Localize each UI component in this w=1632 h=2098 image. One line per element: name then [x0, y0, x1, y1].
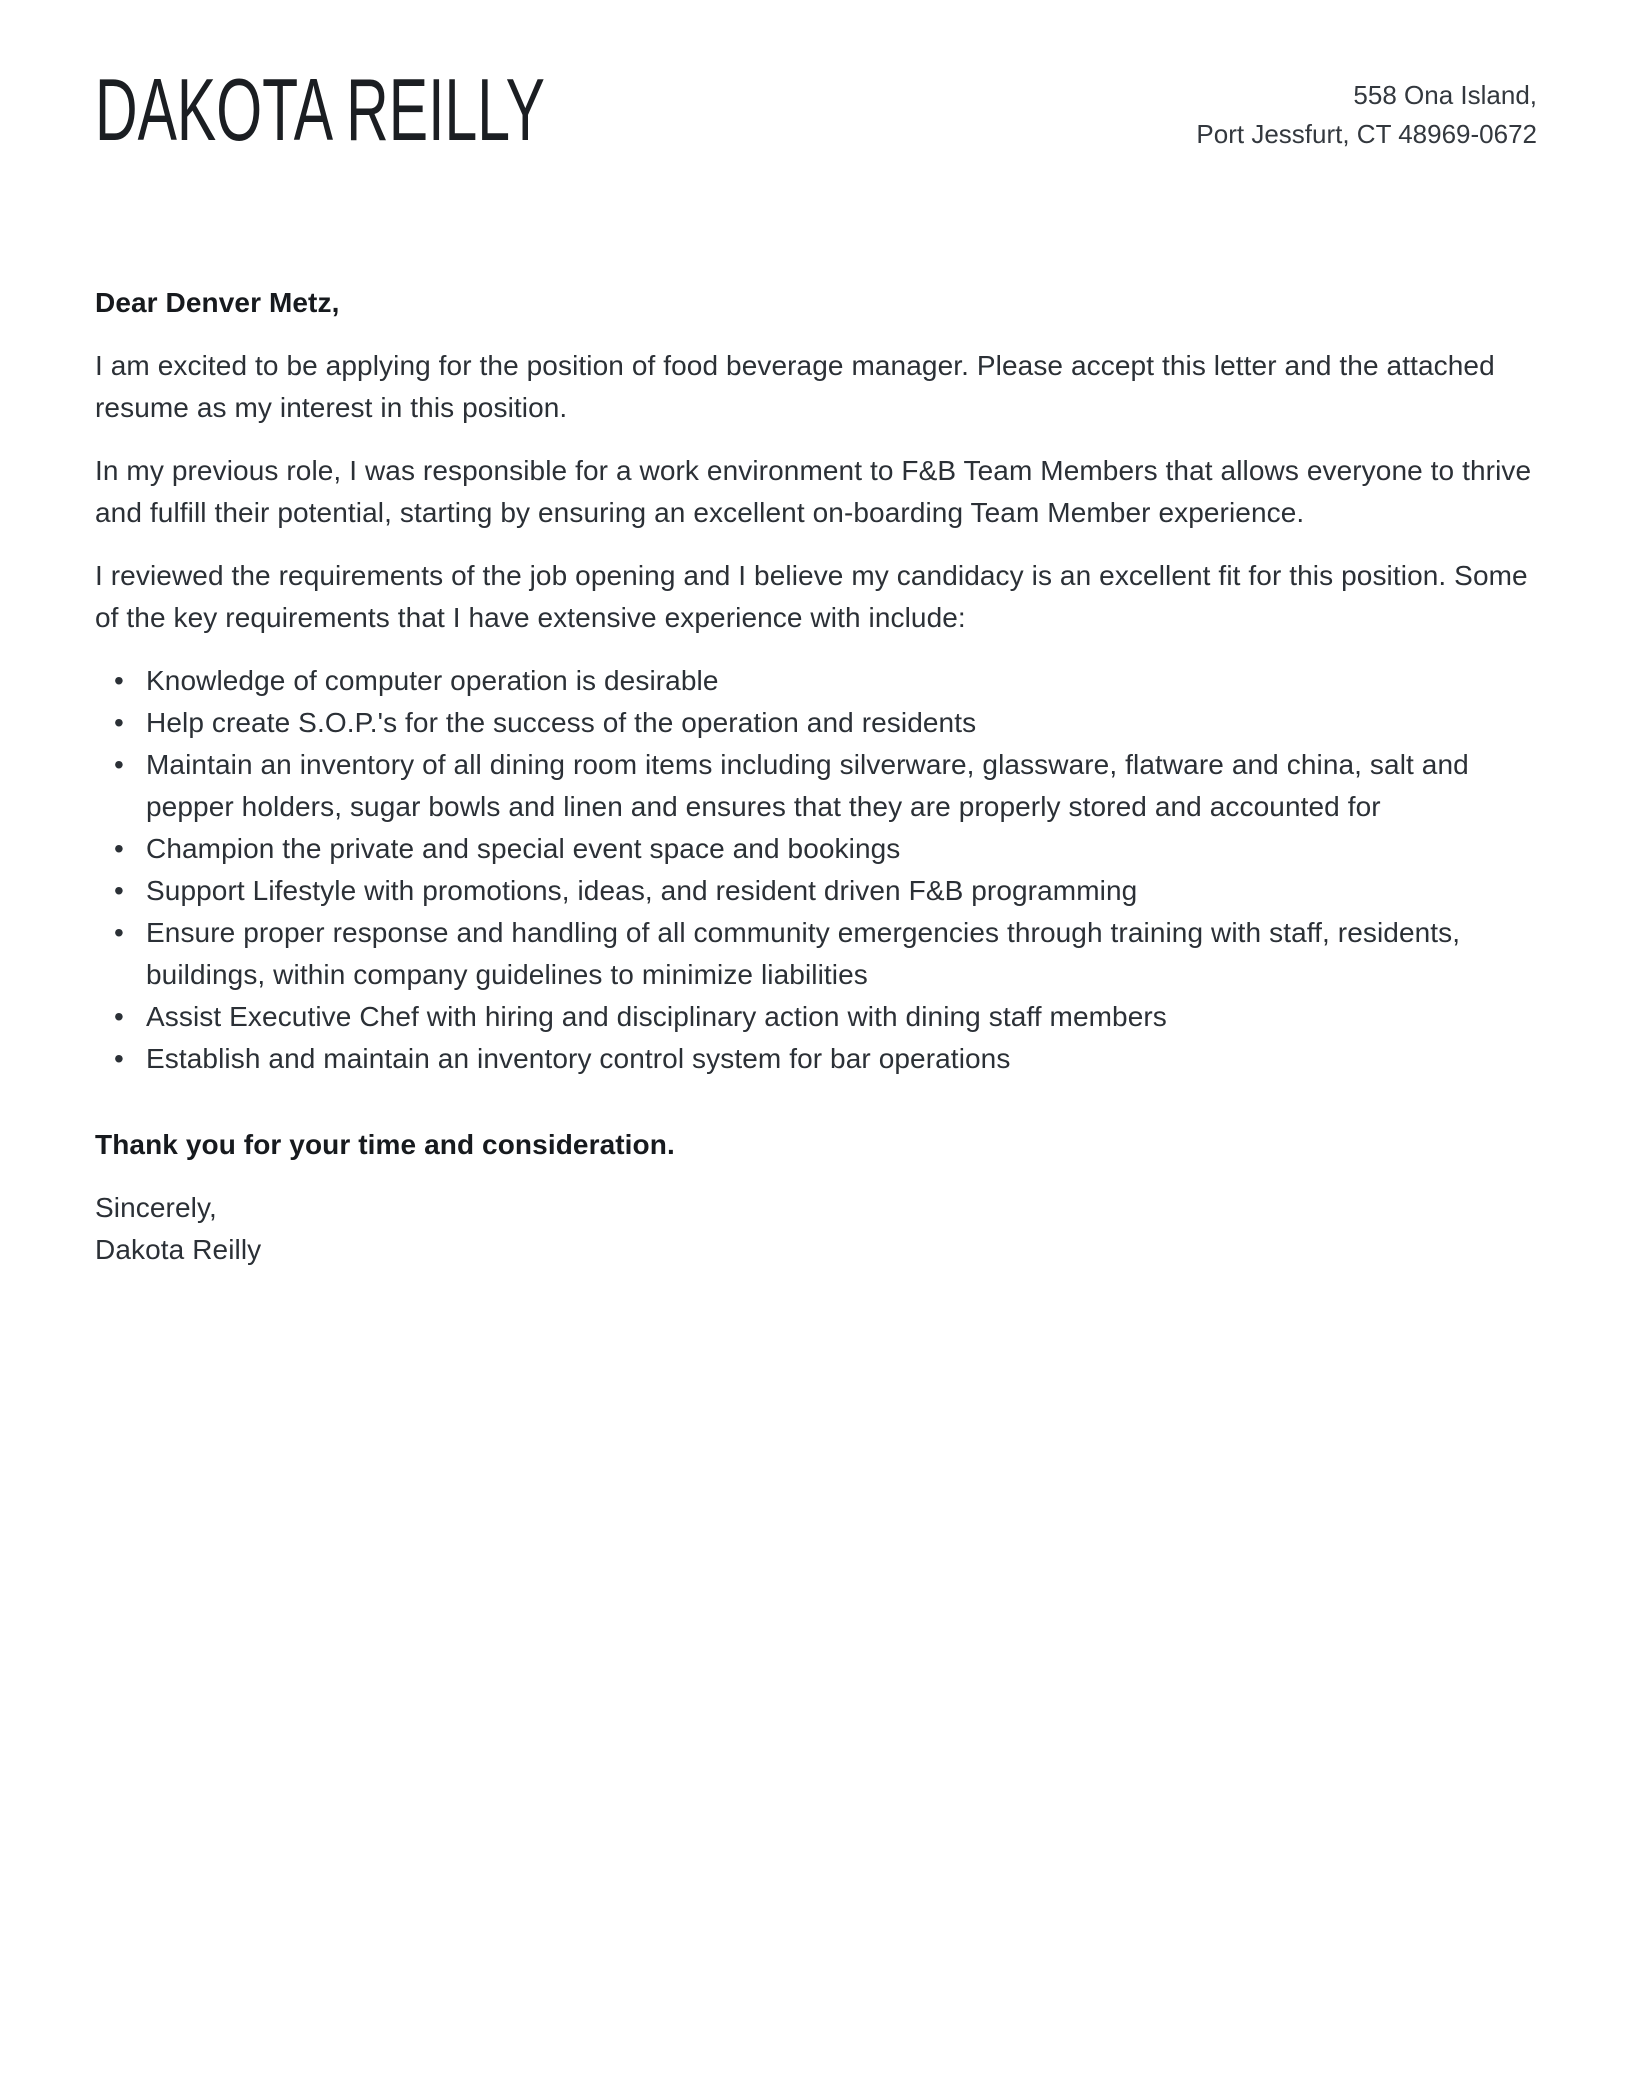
- letter-header: [95, 0, 1537, 159]
- requirement-item: • Assist Executive Chef with hiring and disciplinary action with dining staff members: [95, 996, 1537, 1038]
- intro-paragraph: I am excited to be applying for the position of food beverage manager. Please accept this letter and the attached resume as my interest in this position.: [95, 350, 1495, 423]
- requirement-item: • Help create S.O.P.'s for the success of the operation and residents: [95, 702, 1537, 744]
- requirements-list: [95, 660, 1537, 1080]
- applicant-name: DAKOTA REILLY: [95, 60, 546, 159]
- letter-body: [95, 282, 1537, 1271]
- applicant-address: [1196, 76, 1537, 154]
- signoff-block: [95, 1187, 1537, 1271]
- requirement-item: • Champion the private and special event space and bookings: [95, 828, 1537, 870]
- address-line-2: Port Jessfurt, CT 48969-0672: [1196, 119, 1537, 149]
- requirement-item: • Maintain an inventory of all dining room items including silverware, glassware, flatware and china, salt and pepper holders, sugar bowls and linen and ensures that they are properly stored and accounted for: [95, 744, 1537, 828]
- signoff: Sincerely,: [95, 1192, 217, 1223]
- closing-statement: Thank you for your time and consideration.: [95, 1129, 675, 1160]
- requirement-item: • Knowledge of computer operation is desirable: [95, 660, 1537, 702]
- requirements-intro-paragraph: I reviewed the requirements of the job opening and I believe my candidacy is an excellent fit for this position. Some of the key requirements that I have extensive experience with include:: [95, 560, 1528, 633]
- signature-name: Dakota Reilly: [95, 1234, 262, 1265]
- experience-paragraph: In my previous role, I was responsible for a work environment to F&B Team Members that allows everyone to thrive and fulfill their potential, starting by ensuring an excellent on-boarding Team Member experience.: [95, 455, 1532, 528]
- address-line-1: 558 Ona Island,: [1353, 80, 1537, 110]
- salutation: Dear Denver Metz,: [95, 287, 340, 318]
- requirement-item: • Ensure proper response and handling of all community emergencies through training with staff, residents, buildings, within company guidelines to minimize liabilities: [95, 912, 1537, 996]
- requirement-item: • Support Lifestyle with promotions, ideas, and resident driven F&B programming: [95, 870, 1537, 912]
- requirement-item: • Establish and maintain an inventory control system for bar operations: [95, 1038, 1537, 1080]
